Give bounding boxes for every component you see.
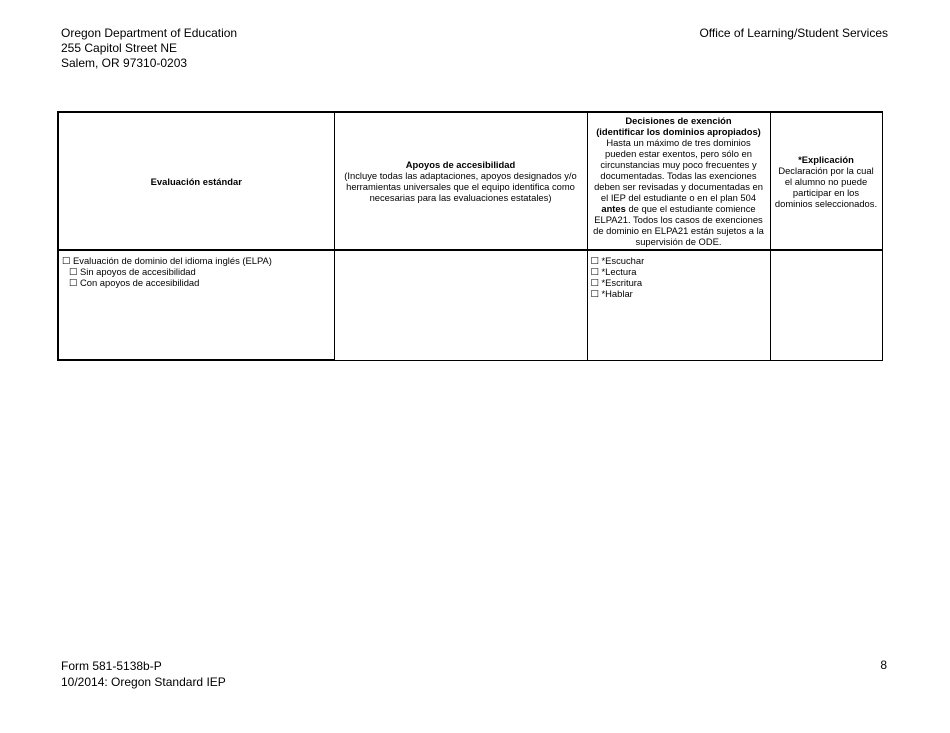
assessment-cell <box>58 250 334 360</box>
org-street: 255 Capitol Street NE <box>61 41 178 55</box>
assessment-table <box>57 111 883 361</box>
no-supports-checkbox[interactable]: ☐ Sin apoyos de accesibilidad <box>69 266 196 277</box>
form-number: Form 581-5138b-P <box>61 659 162 673</box>
org-name: Oregon Department of Education <box>61 26 238 40</box>
org-city: Salem, OR 97310-0203 <box>61 56 188 70</box>
writing-checkbox[interactable]: ☐ *Escritura <box>590 277 643 288</box>
form-date: 10/2014: Oregon Standard IEP <box>61 675 226 689</box>
table-row <box>58 250 882 360</box>
elpa-checkbox[interactable]: ☐ Evaluación de dominio del idioma inglés (ELPA) <box>62 255 272 266</box>
header-standard-assessment: Evaluación estándar <box>58 112 334 250</box>
org-address-block <box>61 26 237 71</box>
table-header-row <box>58 112 882 250</box>
page-number: 8 <box>880 658 887 672</box>
explanation-cell[interactable] <box>770 250 882 360</box>
supports-cell[interactable] <box>334 250 587 360</box>
with-supports-checkbox[interactable]: ☐ Con apoyos de accesibilidad <box>69 277 200 288</box>
speaking-checkbox[interactable]: ☐ *Hablar <box>590 288 633 299</box>
office-name: Office of Learning/Student Services <box>699 26 888 40</box>
header-exemption-decisions: Decisiones de exención (identificar los dominios apropiados) Hasta un máximo de tres dominios pueden estar exentos, pero sólo en circunstancias muy poco frecuentes y documentadas. Todas las exenciones deben ser revisadas y documentadas en el IEP del estudiante o en el plan 504 antes de que el estudiante comience ELPA21. Todos los casos de exenciones de dominio en ELPA21 están sujetos a la supervisión de ODE. <box>587 112 770 250</box>
header-explanation: *Explicación Declaración por la cual el alumno no puede participar en los dominios seleccionados. <box>770 112 882 250</box>
form-footer <box>61 658 226 690</box>
listening-checkbox[interactable]: ☐ *Escuchar <box>590 255 645 266</box>
domains-cell <box>587 250 770 360</box>
reading-checkbox[interactable]: ☐ *Lectura <box>590 266 637 277</box>
header-accessibility-supports: Apoyos de accesibilidad (Incluye todas las adaptaciones, apoyos designados y/o herramientas universales que el equipo identifica como necesarias para las evaluaciones estatales) <box>334 112 587 250</box>
